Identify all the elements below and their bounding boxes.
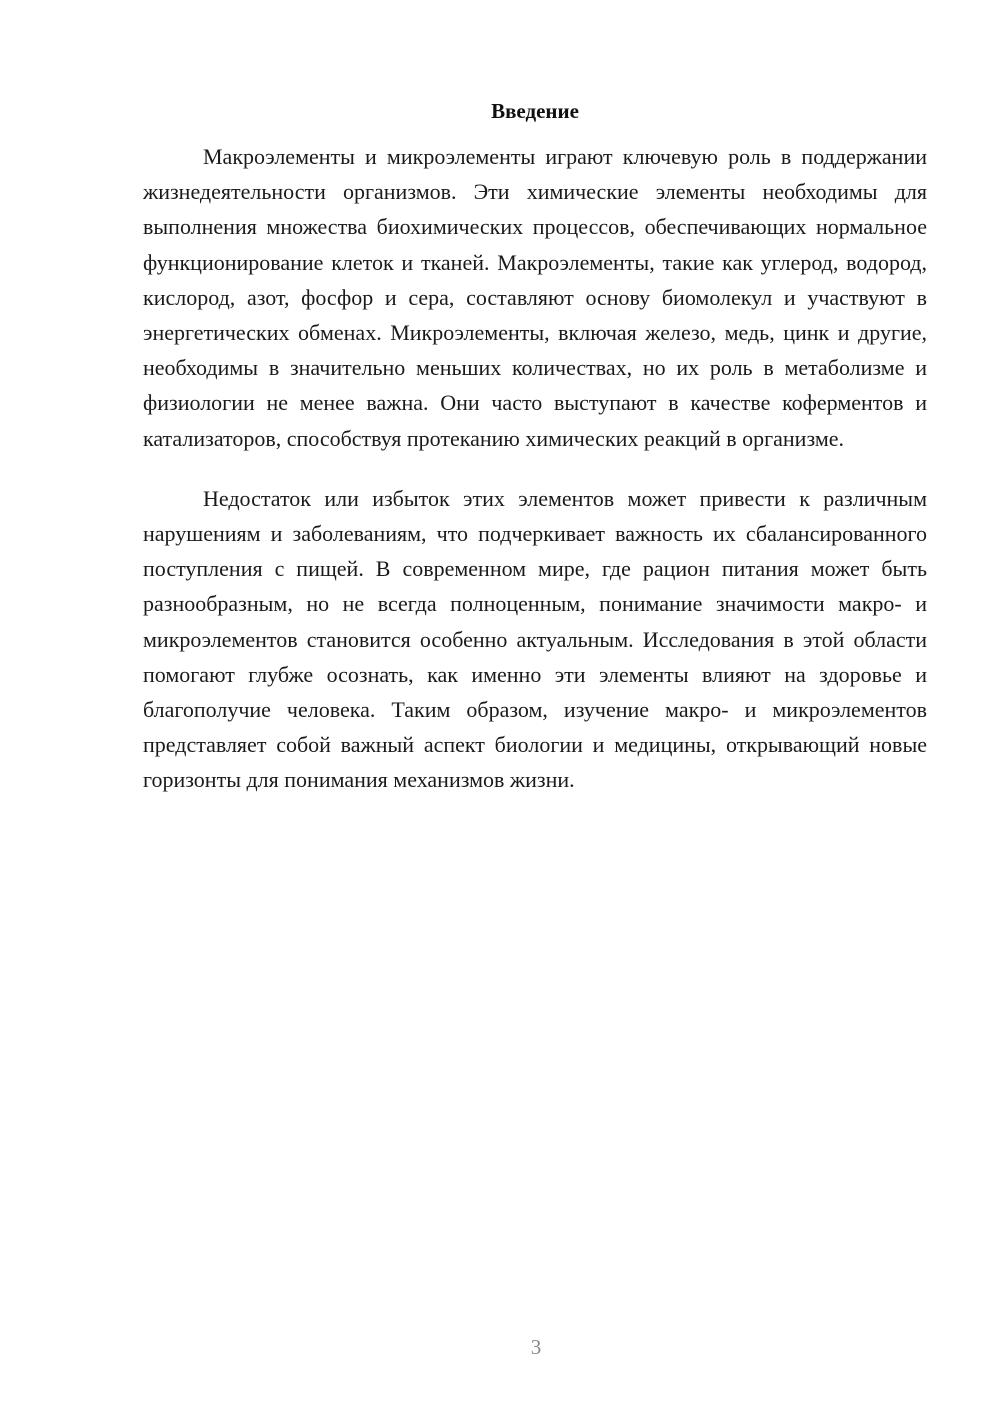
paragraph-2: Недостаток или избыток этих элементов может привести к различным нарушениям и заболеваниям, что подчеркивает важность их сбалансированного поступления с пищей. В современном мире, где рацион питания может быть разнообразным, но не всегда полноценным, понимание значимости макро- и микроэлементов становится особенно актуальным. Исследования в этой области помогают глубже осознать, как именно эти элементы влияют на здоровье и благополучие человека. Таким образом, изучение макро- и микроэлементов представляет собой важный аспект биологии и медицины, открывающий новые горизонты для понимания механизмов жизни. — [143, 485, 927, 793]
paragraph-1: Макроэлементы и микроэлементы играют ключевую роль в поддержании жизнедеятельности организмов. Эти химические элементы необходимы для выполнения множества биохимических процессов, обеспечивающих нормальное функционирование клеток и тканей. Макроэлементы, такие как углерод, водород, кислород, азот, фосфор и сера, составляют основу биомолекул и участвуют в энергетических обменах. Микроэлементы, включая железо, медь, цинк и другие, необходимы в значительно меньших количествах, но их роль в метаболизме и физиологии не менее важна. Они часто выступают в качестве коферментов и катализаторов, способствуя протеканию химических реакций в организме. — [143, 144, 927, 451]
page-content — [143, 96, 927, 798]
section-title: Введение — [491, 99, 579, 123]
page-number: 3 — [530, 1335, 542, 1359]
